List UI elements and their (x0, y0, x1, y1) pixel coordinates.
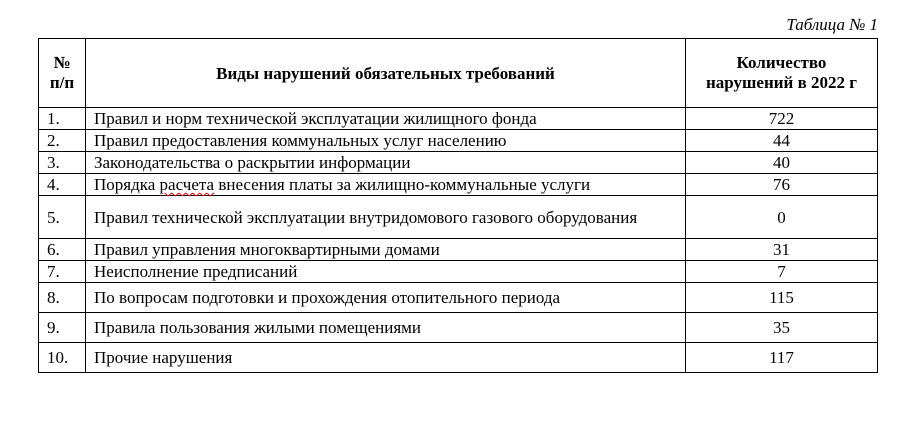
type-text-part: Порядка (94, 175, 160, 194)
row-violation-type: Законодательства о раскрытии информации (86, 152, 686, 174)
table-row (39, 261, 878, 283)
header-violation-type: Виды нарушений обязательных требований (86, 39, 686, 108)
row-violation-type: Неисполнение предписаний (86, 261, 686, 283)
row-number: 6. (39, 239, 86, 261)
row-violation-type: Правил и норм технической эксплуатации жилищного фонда (86, 108, 686, 130)
row-number: 5. (39, 196, 86, 239)
row-violation-count: 7 (686, 261, 878, 283)
table-row (39, 283, 878, 313)
row-violation-type: По вопросам подготовки и прохождения отопительного периода (86, 283, 686, 313)
row-number: 7. (39, 261, 86, 283)
table-row (39, 313, 878, 343)
header-number: № п/п (39, 39, 86, 108)
row-violation-count: 0 (686, 196, 878, 239)
violations-table (38, 38, 878, 373)
row-number: 2. (39, 130, 86, 152)
row-number: 1. (39, 108, 86, 130)
row-number: 10. (39, 343, 86, 373)
header-violation-count: Количество нарушений в 2022 г (686, 39, 878, 108)
row-violation-type: Прочие нарушения (86, 343, 686, 373)
row-violation-type: Правил управления многоквартирными домами (86, 239, 686, 261)
table-row (39, 239, 878, 261)
table-header-row (39, 39, 878, 108)
table-row (39, 343, 878, 373)
row-violation-count: 722 (686, 108, 878, 130)
table-row (39, 108, 878, 130)
row-violation-type: Правила пользования жилыми помещениями (86, 313, 686, 343)
table-row (39, 130, 878, 152)
spellcheck-underlined-word: расчета (159, 175, 215, 194)
row-violation-count: 76 (686, 174, 878, 196)
table-caption: Таблица № 1 (786, 15, 878, 34)
row-violation-count: 44 (686, 130, 878, 152)
row-number: 3. (39, 152, 86, 174)
row-violation-type (86, 174, 686, 196)
row-violation-count: 40 (686, 152, 878, 174)
row-violation-count: 117 (686, 343, 878, 373)
row-number: 4. (39, 174, 86, 196)
row-violation-type: Правил технической эксплуатации внутридомового газового оборудования (86, 196, 686, 239)
table-row (39, 152, 878, 174)
row-number: 9. (39, 313, 86, 343)
row-violation-count: 35 (686, 313, 878, 343)
type-text-part: внесения платы за жилищно-коммунальные услуги (214, 175, 591, 194)
row-number: 8. (39, 283, 86, 313)
table-row (39, 174, 878, 196)
row-violation-count: 115 (686, 283, 878, 313)
row-violation-count: 31 (686, 239, 878, 261)
row-violation-type: Правил предоставления коммунальных услуг населению (86, 130, 686, 152)
table-row (39, 196, 878, 239)
